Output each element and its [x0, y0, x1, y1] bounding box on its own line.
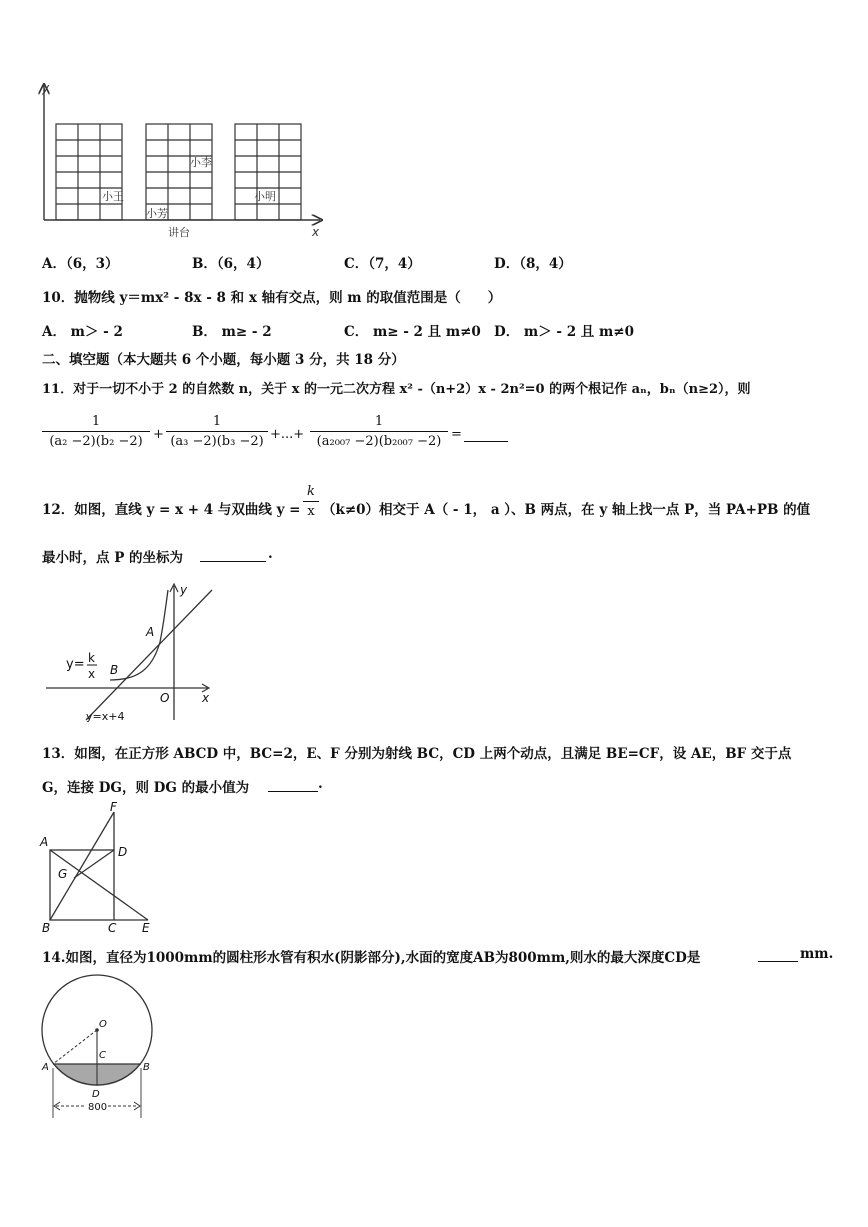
svg-text:D: D: [92, 1089, 100, 1100]
origin-label: O: [160, 691, 170, 705]
q11-stem: 11．对于一切不小于 2 的自然数 n，关于 x 的一元二次方程 x² -（n+2）x - 2n²=0 的两个根记作 aₙ，bₙ（n≥2），则: [42, 382, 751, 397]
svg-text:800: 800: [88, 1102, 108, 1113]
y-axis-label: y: [42, 81, 50, 95]
y-axis-label: y: [180, 583, 188, 597]
svg-text:A: A: [42, 1062, 49, 1073]
svg-text:E: E: [142, 921, 150, 934]
q12-line2: 最小时，点 P 的坐标为: [42, 550, 184, 566]
q11-fraction-3: 1 (a₂₀₀₇ −2)(b₂₀₀₇ −2): [310, 414, 448, 449]
svg-text:B: B: [42, 921, 51, 934]
q11-fraction-2: 1 (a₃ −2)(b₃ −2): [166, 414, 268, 449]
point-label-b: B: [110, 663, 119, 677]
seat-label-xiaoli: 小李: [190, 156, 212, 169]
x-axis-label: x: [202, 691, 210, 705]
q12-fraction: k x: [303, 484, 319, 519]
q11-answer-blank[interactable]: [464, 441, 508, 442]
q14-answer-blank[interactable]: [758, 961, 798, 962]
section-heading: 二、填空题（本大题共 6 个小题，每小题 3 分，共 18 分）: [42, 352, 405, 368]
svg-text:y=: y=: [66, 657, 85, 672]
point-label-a: A: [146, 625, 155, 639]
q13-line2: G，连接 DG，则 DG 的最小值为: [42, 780, 250, 796]
q10-option-d: D． m＞ - 2 且 m≠0: [494, 324, 634, 340]
q10-option-c: C． m≥ - 2 且 m≠0: [344, 324, 481, 340]
seating-chart-figure: [36, 76, 336, 244]
q10-option-b: B． m≥ - 2: [192, 324, 272, 340]
podium-label: 讲台: [168, 226, 190, 239]
svg-text:C: C: [99, 1050, 106, 1061]
q14-pipe-figure: [36, 972, 160, 1126]
q12-line1-b: （k≠0）相交于 A（ - 1， a ）、B 两点，在 y 轴上找一点 P，当 PA+PB 的值: [322, 502, 811, 518]
q13-line1: 13．如图，在正方形 ABCD 中，BC=2，E、F 分别为射线 BC，CD 上两个动点，且满足 BE=CF，设 AE，BF 交于点: [42, 746, 792, 762]
q9-option-a: A．（6，3）: [42, 256, 119, 272]
x-axis-label: x: [312, 225, 320, 239]
svg-text:x: x: [88, 667, 96, 681]
q13-period: .: [318, 776, 323, 792]
svg-text:C: C: [108, 921, 117, 934]
q12-period: .: [268, 546, 273, 562]
q12-answer-blank[interactable]: [200, 561, 266, 562]
line-label: y=x+4: [86, 710, 125, 723]
q12-graph-figure: [42, 582, 222, 724]
q9-option-b: B．（6，4）: [192, 256, 270, 272]
svg-text:F: F: [110, 800, 117, 814]
svg-text:G: G: [58, 867, 68, 881]
seat-label-xiaoming: 小明: [254, 190, 276, 203]
svg-text:O: O: [99, 1019, 107, 1030]
q12-line1-a: 12．如图，直线 y = x + 4 与双曲线 y =: [42, 502, 301, 518]
seat-label-xiaofang: 小芳: [146, 207, 168, 220]
q14-unit: mm.: [800, 946, 834, 962]
svg-text:D: D: [118, 845, 128, 859]
q11-plus-ellipsis: +...+: [270, 427, 305, 442]
q11-equals: =: [451, 427, 462, 442]
q10-stem: 10．抛物线 y＝mx² - 8x - 8 和 x 轴有交点，则 m 的取值范围是（ ）: [42, 290, 502, 306]
q14-stem: 14.如图，直径为1000mm的圆柱形水管有积水(阴影部分),水面的宽度AB为800mm,则水的最大深度CD是: [42, 950, 701, 966]
svg-text:B: B: [143, 1062, 150, 1073]
q10-option-a: A． m＞ - 2: [42, 324, 123, 340]
q13-square-figure: [38, 800, 162, 934]
svg-text:k: k: [88, 651, 95, 665]
q13-answer-blank[interactable]: [268, 791, 318, 792]
q11-plus-1: +: [153, 427, 164, 442]
q11-fraction-1: 1 (a₂ −2)(b₂ −2): [42, 414, 150, 449]
seat-label-xiaowang: 小王: [102, 190, 124, 203]
q9-option-c: C．（7，4）: [344, 256, 421, 272]
q9-option-d: D．（8，4）: [494, 256, 572, 272]
svg-text:A: A: [40, 835, 49, 849]
